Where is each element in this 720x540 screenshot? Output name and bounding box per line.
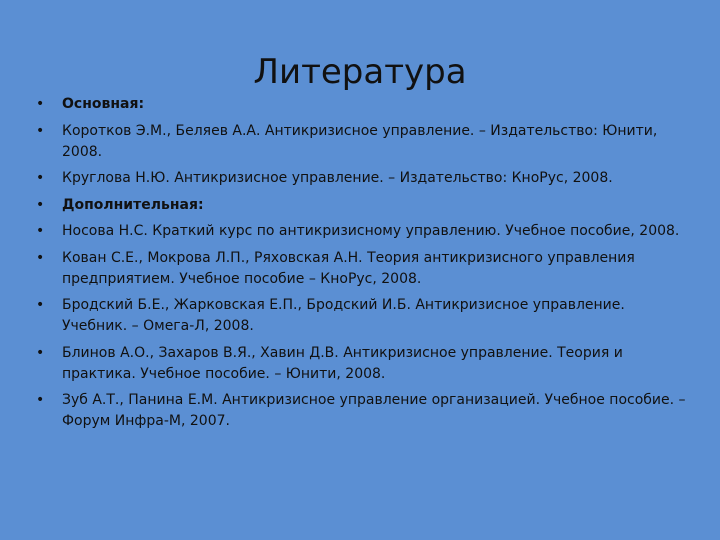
bullet-icon: • xyxy=(36,170,45,186)
list-item xyxy=(36,390,686,432)
bullet-icon: • xyxy=(36,223,45,239)
list-item xyxy=(36,343,686,385)
list-item xyxy=(36,94,686,115)
reference-text: Зуб А.Т., Панина Е.М. Антикризисное управление организацией. Учебное пособие. – Форум Инфра-М, 2007. xyxy=(62,392,686,429)
bullet-icon: • xyxy=(36,96,45,112)
slide-title: Литература xyxy=(253,52,467,92)
list-item xyxy=(36,121,686,163)
list-item xyxy=(36,248,686,290)
section-heading-main: Основная: xyxy=(62,96,145,112)
reference-text: Коротков Э.М., Беляев А.А. Антикризисное управление. – Издательство: Юнити, 2008. xyxy=(62,122,658,160)
reference-text: Бродский Б.Е., Жарковская Е.П., Бродский И.Б. Антикризисное управление. Учебник. – Омега-Л, 2008. xyxy=(62,297,625,334)
bullet-icon: • xyxy=(36,196,45,213)
bullet-icon: • xyxy=(36,122,45,139)
reference-list xyxy=(36,94,686,438)
bullet-icon: • xyxy=(36,297,45,313)
reference-text: Носова Н.С. Краткий курс по антикризисному управлению. Учебное пособие, 2008. xyxy=(62,223,680,239)
reference-text: Круглова Н.Ю. Антикризисное управление. – Издательство: КноРус, 2008. xyxy=(62,170,613,186)
list-item xyxy=(36,221,686,242)
reference-text: Кован С.Е., Мокрова Л.П., Ряховская А.Н. Теория антикризисного управления предприятием. Учебное пособие – КноРус, 2008. xyxy=(62,249,635,287)
bullet-icon: • xyxy=(36,249,45,266)
bullet-icon: • xyxy=(36,392,45,408)
reference-text: Блинов А.О., Захаров В.Я., Хавин Д.В. Антикризисное управление. Теория и практика. Учебное пособие. – Юнити, 2008. xyxy=(62,344,623,382)
list-item xyxy=(36,168,686,189)
list-item xyxy=(36,195,686,216)
bullet-icon: • xyxy=(36,344,45,361)
section-heading-additional: Дополнительная: xyxy=(62,196,204,213)
list-item xyxy=(36,295,686,337)
